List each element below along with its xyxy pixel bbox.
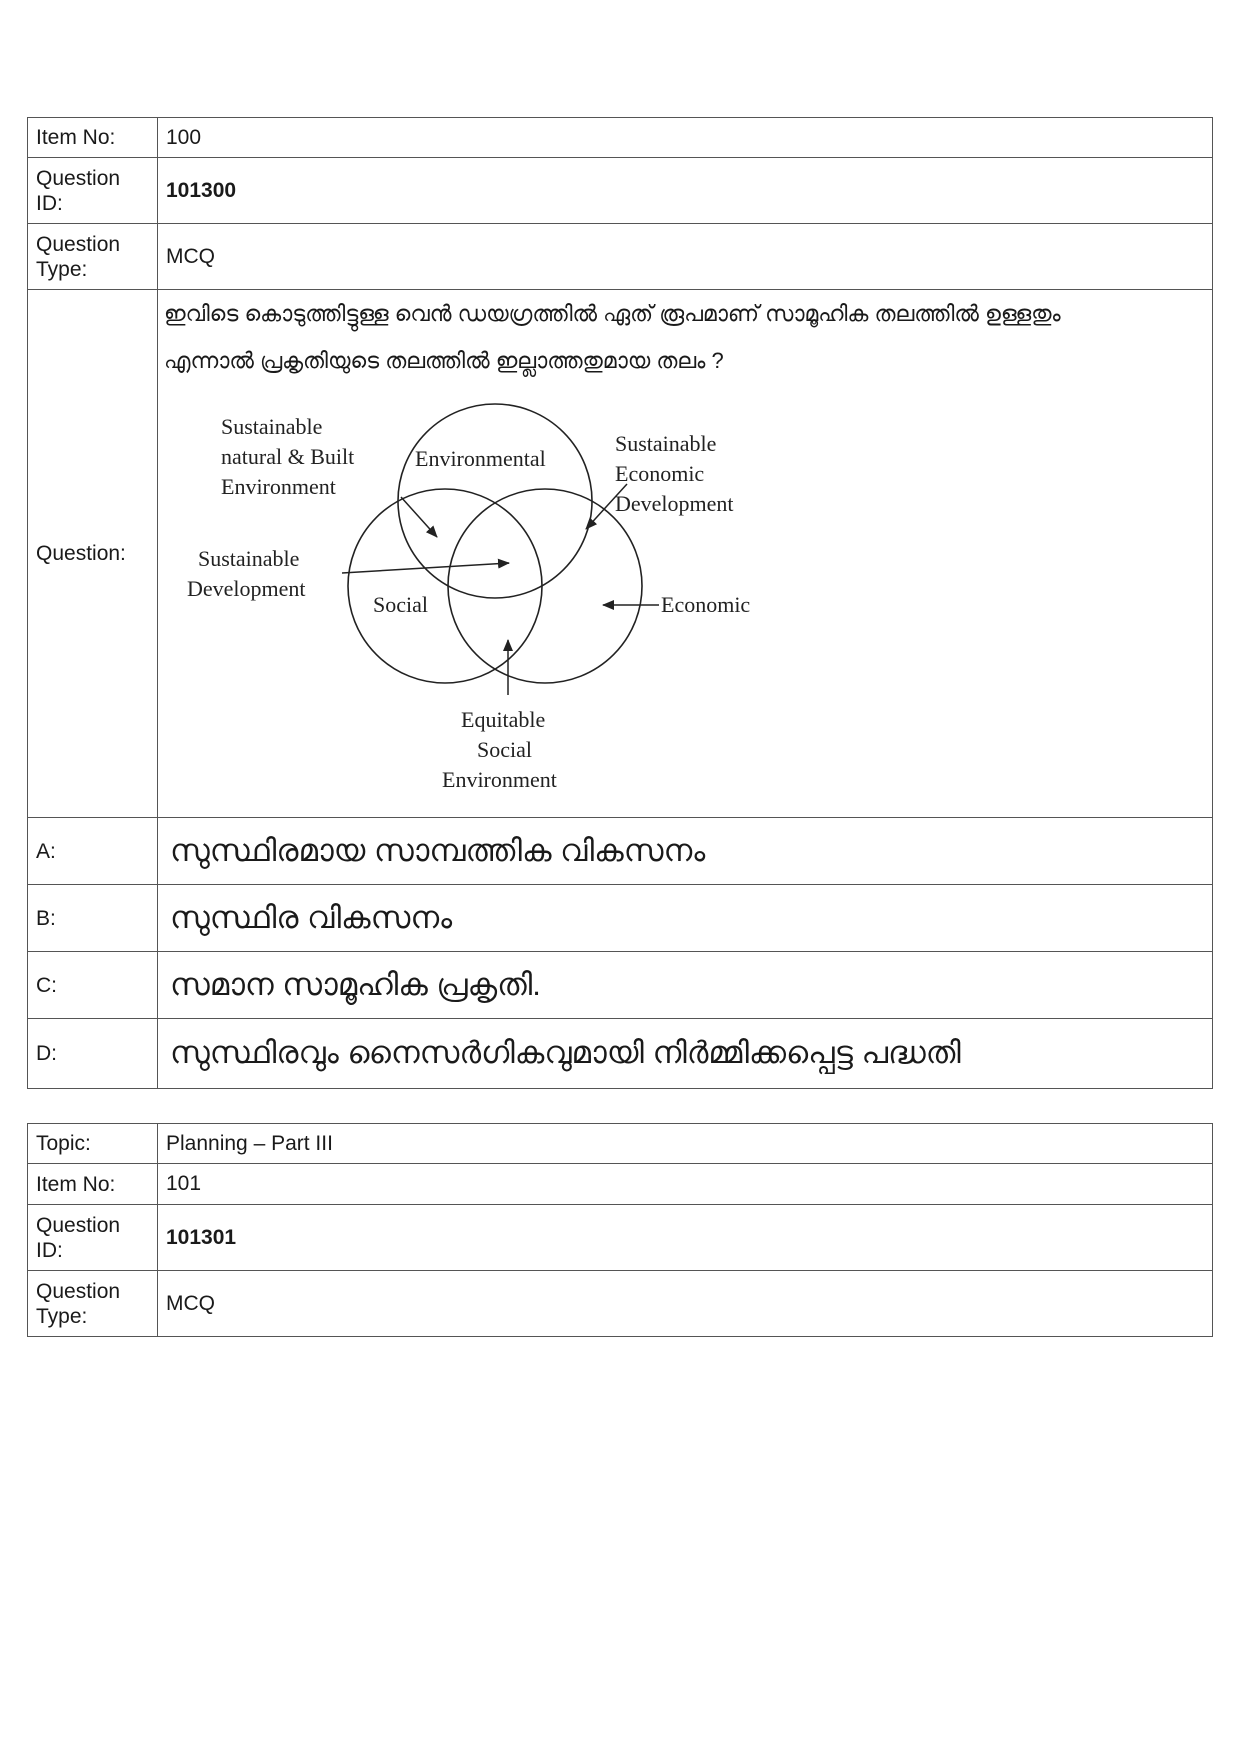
question-type-label: Question Type: bbox=[28, 224, 158, 290]
item-no-value: 100 bbox=[158, 118, 1213, 158]
question-type-value: MCQ bbox=[158, 224, 1213, 290]
option-d-row bbox=[28, 1019, 1213, 1089]
question-type-row bbox=[28, 1271, 1213, 1337]
label-equitable-social-2: Social bbox=[477, 737, 532, 762]
label-economic: Economic bbox=[661, 592, 751, 617]
question-label: Question: bbox=[28, 290, 158, 818]
label-sustainable-development-2: Development bbox=[187, 576, 306, 601]
label-equitable-social-3: Environment bbox=[442, 767, 557, 792]
label-natural-built-2: natural & Built bbox=[221, 444, 355, 469]
social-circle bbox=[348, 489, 542, 683]
item-no-row bbox=[28, 1164, 1213, 1205]
question-type-label: Question Type: bbox=[28, 1271, 158, 1337]
item-no-label: Item No: bbox=[28, 1164, 158, 1205]
label-economic-development-1: Sustainable bbox=[615, 431, 717, 456]
topic-value: Planning – Part III bbox=[158, 1124, 1213, 1164]
label-natural-built-3: Environment bbox=[221, 474, 336, 499]
question-table-100 bbox=[27, 117, 1213, 1089]
item-no-label: Item No: bbox=[28, 118, 158, 158]
question-line-1: ഇവിടെ കൊടുത്തിട്ടുള്ള വെൻ ഡയഗ്രത്തിൽ ഏത് രൂപമാണ് സാമൂഹിക തലത്തിൽ ഉള്ളതും bbox=[164, 301, 1061, 326]
question-id-row bbox=[28, 1205, 1213, 1271]
option-d-text: സുസ്ഥിരവും നൈസർഗികവുമായി നിർമ്മിക്കപ്പെട്ട പദ്ധതി bbox=[158, 1019, 1213, 1089]
question-id-value: 101300 bbox=[158, 158, 1213, 224]
question-type-row bbox=[28, 224, 1213, 290]
option-b-row bbox=[28, 885, 1213, 952]
question-content bbox=[158, 290, 1213, 818]
economic-circle bbox=[448, 489, 642, 683]
label-equitable-social-1: Equitable bbox=[461, 707, 546, 732]
question-line-2: എന്നാൽ പ്രകൃതിയുടെ തലത്തിൽ ഇല്ലാത്തതുമായ തലം ? bbox=[164, 348, 724, 373]
arrow-natural-built bbox=[401, 497, 437, 537]
option-d-label: D: bbox=[28, 1019, 158, 1089]
label-economic-development-3: Development bbox=[615, 491, 734, 516]
item-no-value: 101 bbox=[158, 1164, 1213, 1205]
question-type-value: MCQ bbox=[158, 1271, 1213, 1337]
question-id-value: 101301 bbox=[158, 1205, 1213, 1271]
option-a-text: സുസ്ഥിരമായ സാമ്പത്തിക വികസനം bbox=[158, 818, 1213, 885]
question-id-label: Question ID: bbox=[28, 1205, 158, 1271]
option-b-text: സുസ്ഥിര വികസനം bbox=[158, 885, 1213, 952]
question-id-label: Question ID: bbox=[28, 158, 158, 224]
environmental-circle bbox=[398, 404, 592, 598]
question-id-row bbox=[28, 158, 1213, 224]
option-c-row bbox=[28, 952, 1213, 1019]
option-a-label: A: bbox=[28, 818, 158, 885]
question-table-101 bbox=[27, 1123, 1213, 1337]
label-environmental: Environmental bbox=[415, 446, 546, 471]
label-natural-built-1: Sustainable bbox=[221, 414, 323, 439]
question-row bbox=[28, 290, 1213, 818]
item-no-row bbox=[28, 118, 1213, 158]
question-text bbox=[158, 290, 1212, 384]
arrow-sustainable-development bbox=[342, 563, 509, 573]
topic-row bbox=[28, 1124, 1213, 1164]
label-economic-development-2: Economic bbox=[615, 461, 705, 486]
option-a-row bbox=[28, 818, 1213, 885]
option-b-label: B: bbox=[28, 885, 158, 952]
venn-diagram bbox=[174, 398, 814, 808]
label-sustainable-development-1: Sustainable bbox=[198, 546, 300, 571]
label-social: Social bbox=[373, 592, 428, 617]
option-c-text: സമാന സാമൂഹിക പ്രകൃതി. bbox=[158, 952, 1213, 1019]
topic-label: Topic: bbox=[28, 1124, 158, 1164]
option-c-label: C: bbox=[28, 952, 158, 1019]
